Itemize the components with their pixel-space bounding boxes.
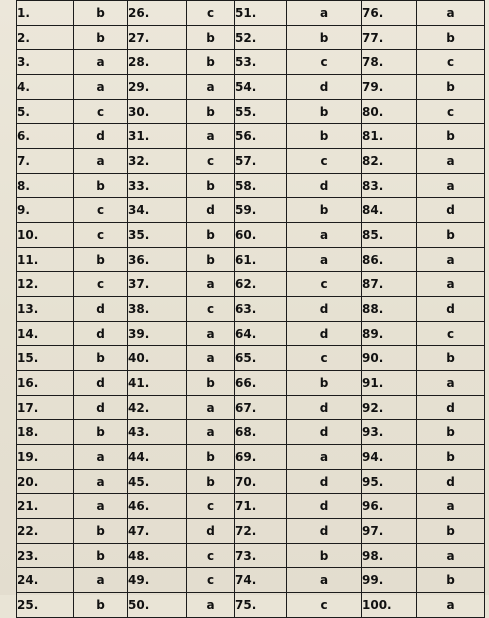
question-number: 48.: [128, 543, 187, 568]
table-row: [17, 371, 485, 396]
question-number: 65.: [235, 346, 287, 371]
answer-letter: b: [417, 445, 485, 470]
table-row: [17, 99, 485, 124]
answer-letter: a: [74, 75, 128, 100]
answer-letter: c: [74, 99, 128, 124]
answer-letter: c: [187, 543, 235, 568]
answer-letter: b: [287, 543, 362, 568]
question-number: 83.: [362, 173, 417, 198]
question-number: 88.: [362, 297, 417, 322]
answer-letter: d: [74, 297, 128, 322]
answer-letter: b: [187, 50, 235, 75]
table-row: [17, 75, 485, 100]
answer-letter: a: [187, 346, 235, 371]
question-number: 35.: [128, 223, 187, 248]
answer-letter: a: [74, 494, 128, 519]
answer-letter: d: [287, 469, 362, 494]
answer-letter: d: [287, 420, 362, 445]
question-number: 56.: [235, 124, 287, 149]
question-number: 75.: [235, 593, 287, 618]
answer-letter: c: [74, 272, 128, 297]
question-number: 54.: [235, 75, 287, 100]
answer-letter: b: [417, 420, 485, 445]
question-number: 33.: [128, 173, 187, 198]
answer-letter: b: [417, 519, 485, 544]
question-number: 21.: [17, 494, 74, 519]
answer-letter: c: [187, 149, 235, 174]
answer-letter: b: [187, 247, 235, 272]
question-number: 29.: [128, 75, 187, 100]
table-row: [17, 50, 485, 75]
answer-letter: b: [187, 445, 235, 470]
answer-letter: b: [187, 371, 235, 396]
answer-letter: d: [417, 469, 485, 494]
answer-letter: c: [417, 99, 485, 124]
answer-letter: b: [187, 25, 235, 50]
answer-letter: b: [187, 99, 235, 124]
answer-letter: a: [74, 568, 128, 593]
answer-letter: c: [187, 494, 235, 519]
question-number: 94.: [362, 445, 417, 470]
answer-letter: b: [74, 173, 128, 198]
question-number: 64.: [235, 321, 287, 346]
question-number: 71.: [235, 494, 287, 519]
question-number: 72.: [235, 519, 287, 544]
table-row: [17, 395, 485, 420]
answer-letter: c: [187, 1, 235, 26]
answer-letter: d: [417, 297, 485, 322]
answer-letter: b: [287, 124, 362, 149]
answer-letter: a: [287, 247, 362, 272]
question-number: 2.: [17, 25, 74, 50]
answer-letter: d: [417, 198, 485, 223]
question-number: 13.: [17, 297, 74, 322]
question-number: 87.: [362, 272, 417, 297]
answer-letter: a: [187, 593, 235, 618]
question-number: 62.: [235, 272, 287, 297]
question-number: 97.: [362, 519, 417, 544]
answer-letter: d: [187, 519, 235, 544]
question-number: 77.: [362, 25, 417, 50]
answer-letter: a: [74, 149, 128, 174]
question-number: 10.: [17, 223, 74, 248]
table-row: [17, 198, 485, 223]
question-number: 70.: [235, 469, 287, 494]
question-number: 50.: [128, 593, 187, 618]
question-number: 24.: [17, 568, 74, 593]
answer-letter: a: [187, 75, 235, 100]
answer-letter: b: [417, 75, 485, 100]
question-number: 74.: [235, 568, 287, 593]
question-number: 81.: [362, 124, 417, 149]
question-number: 85.: [362, 223, 417, 248]
question-number: 37.: [128, 272, 187, 297]
answer-letter: c: [287, 149, 362, 174]
question-number: 42.: [128, 395, 187, 420]
answer-letter: c: [417, 50, 485, 75]
answer-letter: a: [417, 149, 485, 174]
answer-letter: a: [74, 50, 128, 75]
question-number: 99.: [362, 568, 417, 593]
answer-letter: a: [287, 223, 362, 248]
answer-letter: b: [74, 420, 128, 445]
answer-letter: d: [74, 395, 128, 420]
table-row: [17, 149, 485, 174]
answer-letter: a: [417, 247, 485, 272]
answer-letter: b: [187, 469, 235, 494]
table-row: [17, 247, 485, 272]
question-number: 84.: [362, 198, 417, 223]
question-number: 63.: [235, 297, 287, 322]
answer-letter: d: [287, 494, 362, 519]
answer-letter: b: [74, 593, 128, 618]
question-number: 58.: [235, 173, 287, 198]
answer-letter: c: [74, 198, 128, 223]
answer-letter: a: [187, 124, 235, 149]
table-row: [17, 272, 485, 297]
answer-letter: c: [287, 272, 362, 297]
question-number: 66.: [235, 371, 287, 396]
question-number: 36.: [128, 247, 187, 272]
question-number: 31.: [128, 124, 187, 149]
table-row: [17, 321, 485, 346]
answer-letter: a: [187, 272, 235, 297]
question-number: 73.: [235, 543, 287, 568]
question-number: 5.: [17, 99, 74, 124]
answer-letter: a: [417, 593, 485, 618]
answer-letter: b: [417, 223, 485, 248]
table-row: [17, 593, 485, 618]
question-number: 39.: [128, 321, 187, 346]
table-row: [17, 124, 485, 149]
question-number: 26.: [128, 1, 187, 26]
question-number: 7.: [17, 149, 74, 174]
answer-letter: a: [287, 1, 362, 26]
question-number: 47.: [128, 519, 187, 544]
answer-letter: b: [417, 124, 485, 149]
table-row: [17, 420, 485, 445]
answer-letter: d: [74, 124, 128, 149]
question-number: 20.: [17, 469, 74, 494]
answer-letter: a: [187, 395, 235, 420]
answer-letter: b: [74, 519, 128, 544]
answer-letter: c: [287, 593, 362, 618]
question-number: 60.: [235, 223, 287, 248]
answer-letter: a: [287, 568, 362, 593]
question-number: 46.: [128, 494, 187, 519]
answer-letter: a: [417, 494, 485, 519]
answer-letter: d: [287, 519, 362, 544]
question-number: 76.: [362, 1, 417, 26]
table-row: [17, 1, 485, 26]
question-number: 1.: [17, 1, 74, 26]
question-number: 17.: [17, 395, 74, 420]
answer-letter: a: [417, 272, 485, 297]
answer-letter: b: [74, 25, 128, 50]
answer-letter: b: [187, 223, 235, 248]
table-row: [17, 494, 485, 519]
answer-letter: d: [74, 371, 128, 396]
question-number: 79.: [362, 75, 417, 100]
question-number: 68.: [235, 420, 287, 445]
question-number: 100.: [362, 593, 417, 618]
question-number: 67.: [235, 395, 287, 420]
answer-letter: b: [74, 247, 128, 272]
question-number: 69.: [235, 445, 287, 470]
answer-letter: a: [417, 1, 485, 26]
answer-letter: b: [417, 25, 485, 50]
question-number: 14.: [17, 321, 74, 346]
question-number: 9.: [17, 198, 74, 223]
table-row: [17, 297, 485, 322]
question-number: 30.: [128, 99, 187, 124]
question-number: 89.: [362, 321, 417, 346]
answer-letter: b: [287, 198, 362, 223]
table-row: [17, 173, 485, 198]
question-number: 12.: [17, 272, 74, 297]
table-row: [17, 346, 485, 371]
question-number: 52.: [235, 25, 287, 50]
question-number: 51.: [235, 1, 287, 26]
question-number: 49.: [128, 568, 187, 593]
question-number: 16.: [17, 371, 74, 396]
table-row: [17, 543, 485, 568]
question-number: 23.: [17, 543, 74, 568]
answer-letter: a: [287, 445, 362, 470]
answer-letter: b: [287, 371, 362, 396]
table-row: [17, 445, 485, 470]
table-row: [17, 25, 485, 50]
question-number: 45.: [128, 469, 187, 494]
question-number: 61.: [235, 247, 287, 272]
question-number: 53.: [235, 50, 287, 75]
answer-letter: a: [74, 469, 128, 494]
answer-letter: c: [287, 346, 362, 371]
answer-letter: b: [287, 25, 362, 50]
answer-letter: c: [74, 223, 128, 248]
question-number: 80.: [362, 99, 417, 124]
question-number: 11.: [17, 247, 74, 272]
question-number: 41.: [128, 371, 187, 396]
answer-letter: d: [187, 198, 235, 223]
question-number: 28.: [128, 50, 187, 75]
question-number: 96.: [362, 494, 417, 519]
question-number: 59.: [235, 198, 287, 223]
answer-letter: d: [287, 297, 362, 322]
question-number: 90.: [362, 346, 417, 371]
answer-letter: c: [187, 297, 235, 322]
question-number: 15.: [17, 346, 74, 371]
question-number: 25.: [17, 593, 74, 618]
answer-letter: b: [187, 173, 235, 198]
answer-letter: c: [287, 50, 362, 75]
table-row: [17, 223, 485, 248]
question-number: 40.: [128, 346, 187, 371]
answer-letter: d: [417, 395, 485, 420]
answer-letter: a: [74, 445, 128, 470]
question-number: 86.: [362, 247, 417, 272]
question-number: 22.: [17, 519, 74, 544]
question-number: 78.: [362, 50, 417, 75]
answer-letter: c: [417, 321, 485, 346]
answer-letter: b: [417, 568, 485, 593]
answer-letter: d: [287, 75, 362, 100]
question-number: 27.: [128, 25, 187, 50]
answer-letter: b: [74, 543, 128, 568]
answer-key-table: [16, 0, 485, 618]
question-number: 44.: [128, 445, 187, 470]
answer-key-body: [17, 1, 485, 618]
question-number: 93.: [362, 420, 417, 445]
table-row: [17, 519, 485, 544]
question-number: 55.: [235, 99, 287, 124]
answer-letter: c: [187, 568, 235, 593]
answer-letter: d: [287, 321, 362, 346]
answer-letter: d: [287, 173, 362, 198]
answer-letter: b: [287, 99, 362, 124]
answer-letter: a: [417, 173, 485, 198]
question-number: 6.: [17, 124, 74, 149]
question-number: 43.: [128, 420, 187, 445]
answer-letter: d: [74, 321, 128, 346]
answer-letter: b: [74, 1, 128, 26]
question-number: 92.: [362, 395, 417, 420]
question-number: 38.: [128, 297, 187, 322]
answer-letter: a: [417, 543, 485, 568]
question-number: 19.: [17, 445, 74, 470]
table-row: [17, 568, 485, 593]
question-number: 95.: [362, 469, 417, 494]
question-number: 98.: [362, 543, 417, 568]
answer-letter: d: [287, 395, 362, 420]
question-number: 18.: [17, 420, 74, 445]
question-number: 82.: [362, 149, 417, 174]
question-number: 34.: [128, 198, 187, 223]
question-number: 3.: [17, 50, 74, 75]
question-number: 91.: [362, 371, 417, 396]
answer-letter: a: [187, 420, 235, 445]
answer-letter: a: [417, 371, 485, 396]
question-number: 32.: [128, 149, 187, 174]
question-number: 8.: [17, 173, 74, 198]
question-number: 57.: [235, 149, 287, 174]
question-number: 4.: [17, 75, 74, 100]
answer-letter: b: [417, 346, 485, 371]
answer-letter: b: [74, 346, 128, 371]
table-row: [17, 469, 485, 494]
answer-letter: a: [187, 321, 235, 346]
